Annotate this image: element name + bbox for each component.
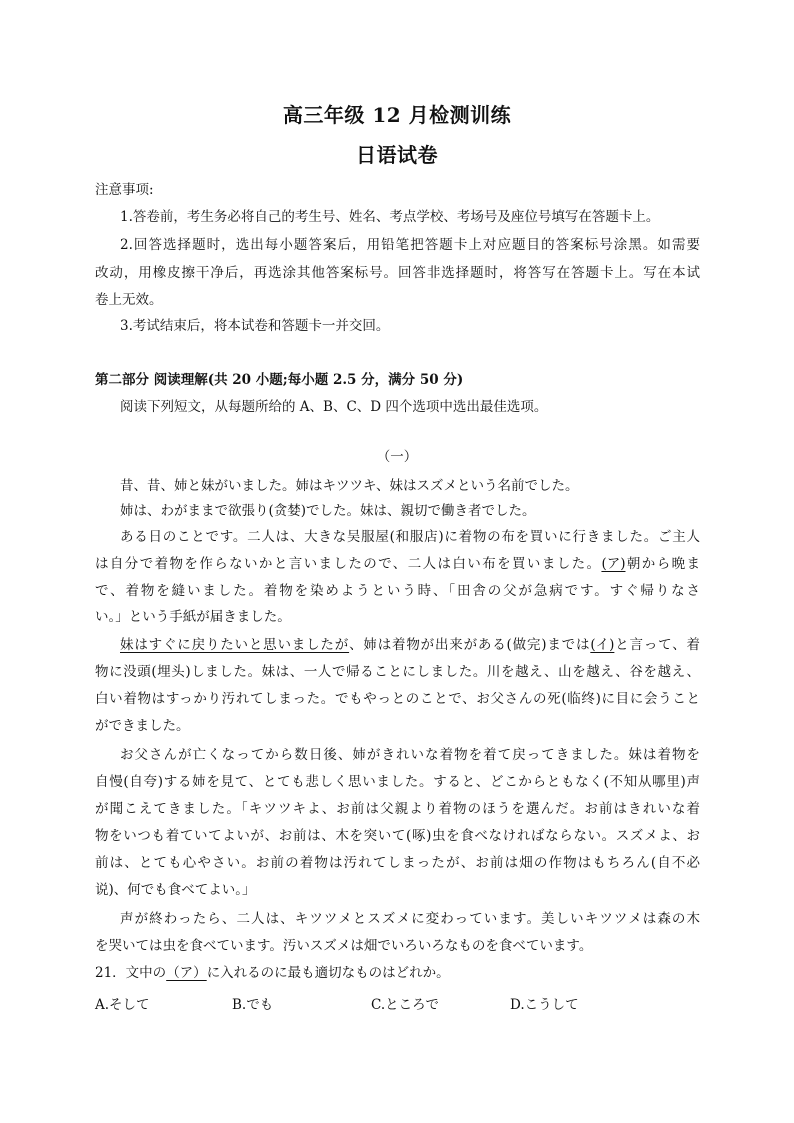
passage-text: は自分で着物を作らないかと言いましたので、二人は白い布を買いました。: [95, 556, 602, 572]
option-d[interactable]: D.こうして: [510, 997, 579, 1013]
blank-a: (ア): [601, 556, 626, 572]
passage-p5-line-6: 说)、何でも食べてよい。」: [95, 882, 256, 898]
note-item-2-line-3: 卷上无效。: [95, 292, 163, 308]
blank-i: (イ): [590, 637, 615, 653]
passage-p1: 昔、昔、姉と妹がいました。姉はキツツキ、妹はスズメという名前でした。: [120, 478, 579, 494]
passage-p3-line-3: で、着物を縫いました。着物を染めようという時、「田舎の父が急病です。すぐ帰りなさ: [95, 583, 700, 599]
notes-heading: 注意事项:: [95, 182, 154, 198]
passage-p5-line-4: 物をいつも着ていてよいが、お前は、木を突いて(啄)虫を食べなければならない。スズメよ、お: [95, 828, 700, 844]
note-item-3: 3.考试结束后，将本试卷和答题卡一并交回。: [120, 318, 390, 334]
note-item-2-line-2: 改动，用橡皮擦干净后，再选涂其他答案标号。回答非选择题时，将答写在答题卡上。写在本试: [95, 265, 700, 281]
passage-text: 朝から晩ま: [625, 556, 700, 572]
passage-p4-line-4: ができました。: [95, 718, 190, 734]
question-text: 21．文中の: [95, 965, 167, 981]
passage-p6-line-2: を哭いては虫を食べています。汚いスズメは畑でいろいろなものを食べています。: [95, 938, 593, 954]
passage-p5-line-2: 自慢(自夸)する姉を見て、とても悲しく思いました。すると、どこからともなく(不知从哪里)声: [95, 774, 700, 790]
question-blank-a: （ア）: [166, 965, 207, 981]
note-item-1: 1.答卷前，考生务必将自己的考生号、姓名、考点学校、考场号及座位号填写在答题卡上。: [120, 209, 660, 225]
passage-text: 、姉は着物が出来がある(做完)までは: [349, 637, 591, 653]
passage-p4-line-3: 白い着物はすっかり汚れてしまった。でもやっとのことで、お父さんの死(临终)に目に会うこと: [95, 691, 700, 707]
question-text: に入れるのに最も適切なものはどれか。: [206, 965, 450, 981]
exam-subtitle: 日语试卷: [356, 143, 438, 167]
passage-p4-line-1: [120, 636, 700, 654]
passage-p3-line-1: ある日のことです。二人は、大きな吴服屋(和服店)に着物の布を買いに行きました。ご主人: [120, 529, 700, 545]
passage-p6-line-1: 声が終わったら、二人は、キツツメとスズメに変わっています。美しいキツツメは森の木: [120, 911, 700, 927]
passage-text: と言って、着: [614, 637, 701, 653]
section-instruction: 阅读下列短文，从每题所给的 A、B、C、D 四个选项中选出最佳选项。: [120, 399, 548, 415]
question-21-stem: [95, 964, 450, 982]
passage-p5-line-3: が聞こえてきました。「キツツキよ、お前は父親より着物のほうを選んだ。お前はきれいな着: [95, 801, 700, 817]
note-item-2-line-1: 2.回答选择题时，选出每小题答案后，用铅笔把答题卡上对应题目的答案标号涂黑。如需要: [120, 237, 700, 253]
option-a[interactable]: A.そして: [95, 997, 150, 1013]
passage-p3-line-4: い。」という手紙が届きました。: [95, 609, 291, 625]
passage-p5-line-5: 前は、とても心やさい。お前の着物は汚れてしまったが、お前は畑の作物はもちろん(自不必: [95, 855, 700, 871]
section-heading: 第二部分 阅读理解(共 20 小题;每小题 2.5 分，满分 50 分): [95, 372, 464, 388]
option-c[interactable]: C.ところで: [371, 997, 440, 1013]
option-b[interactable]: B.でも: [232, 997, 274, 1013]
passage-p5-line-1: お父さんが亡くなってから数日後、姉がきれいな着物を着て戻ってきました。妹は着物を: [120, 747, 700, 763]
exam-title: 高三年级 12 月检测训练: [282, 103, 512, 127]
passage-p2: 姉は、わがままで欲張り(贪婪)でした。妹は、親切で働き者でした。: [120, 503, 536, 519]
passage-p4-line-2: 物に没頭(埋头)しました。妹は、一人で帰ることにしました。川を越え、山を越え、谷を越え、: [95, 664, 700, 680]
underlined-sentence: 妹はすぐに戻りたいと思いましたが: [120, 637, 350, 653]
passage-p3-line-2: [95, 555, 700, 573]
passage-number: （一）: [376, 449, 418, 465]
